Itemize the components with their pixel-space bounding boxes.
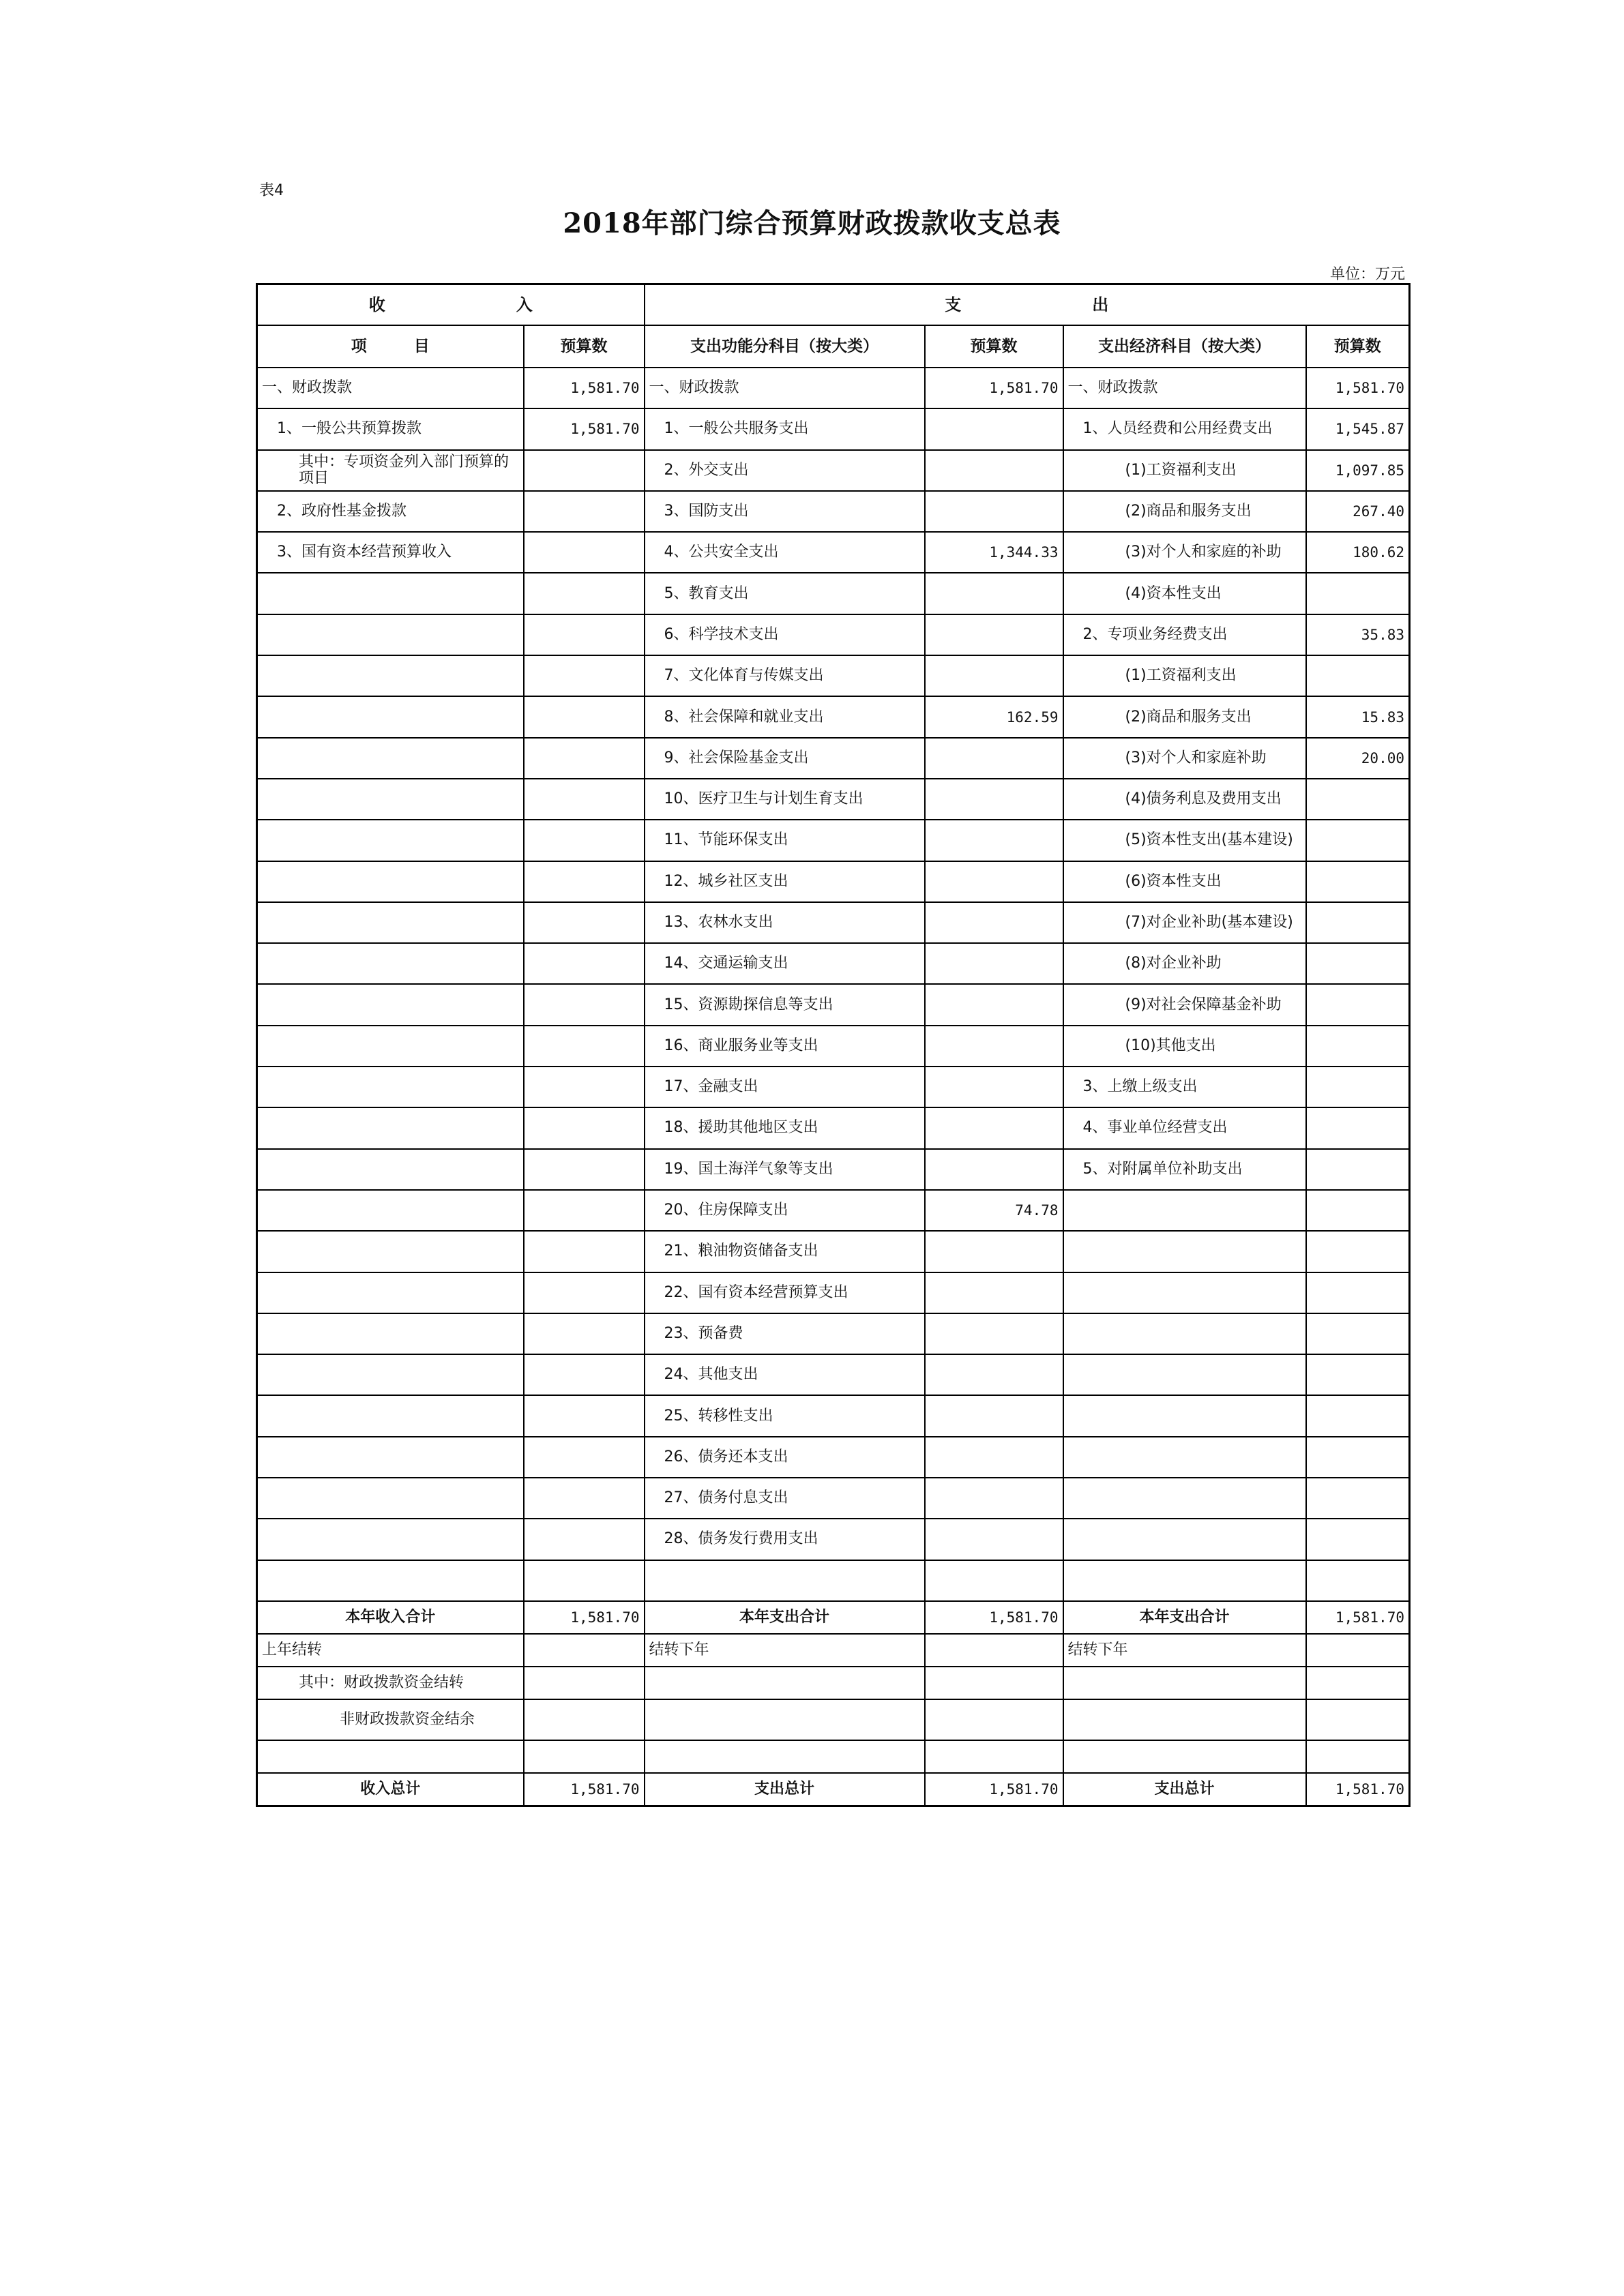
income-item-cell: 2、政府性基金拨款 (257, 491, 524, 532)
income-item-cell (257, 820, 524, 861)
income-budget-cell (524, 820, 645, 861)
income-budget-cell (524, 1067, 645, 1107)
income-budget-cell (524, 1354, 645, 1395)
func-subject-cell: 19、国土海洋气象等支出 (645, 1149, 925, 1190)
table-row (257, 573, 1410, 614)
econ-total-value: 1,581.70 (1306, 1773, 1410, 1806)
econ-budget-cell (1306, 1107, 1410, 1148)
econ-subject-cell (1063, 1437, 1306, 1478)
func-total-label (645, 1667, 925, 1699)
func-budget-cell (925, 1231, 1063, 1272)
income-budget-cell: 1,581.70 (524, 408, 645, 449)
income-total-value: 1,581.70 (524, 1601, 645, 1634)
func-subject-cell: 15、资源勘探信息等支出 (645, 984, 925, 1025)
func-subject-cell: 16、商业服务业等支出 (645, 1026, 925, 1067)
func-total-value (925, 1740, 1063, 1773)
func-subject-cell: 14、交通运输支出 (645, 943, 925, 984)
func-budget-cell (925, 779, 1063, 820)
total-row (257, 1601, 1410, 1634)
econ-budget-cell (1306, 1067, 1410, 1107)
table-row (257, 614, 1410, 655)
func-budget-cell (925, 861, 1063, 902)
econ-total-label (1063, 1667, 1306, 1699)
income-item-cell (257, 655, 524, 696)
econ-budget-cell (1306, 1478, 1410, 1519)
econ-subject-cell: (6)资本性支出 (1063, 861, 1306, 902)
econ-total-value: 1,581.70 (1306, 1601, 1410, 1634)
econ-subject-cell: (8)对企业补助 (1063, 943, 1306, 984)
income-item-cell (257, 1272, 524, 1313)
econ-budget-cell (1306, 820, 1410, 861)
table-row (257, 984, 1410, 1025)
table-row (257, 532, 1410, 573)
func-budget-cell (925, 614, 1063, 655)
econ-subject-cell (1063, 1354, 1306, 1395)
func-total-label: 结转下年 (645, 1634, 925, 1667)
income-item-cell (257, 861, 524, 902)
income-total-label: 本年收入合计 (257, 1601, 524, 1634)
func-budget-cell (925, 408, 1063, 449)
func-subject-cell: 10、医疗卫生与计划生育支出 (645, 779, 925, 820)
table-row (257, 1313, 1410, 1354)
income-item-cell (257, 779, 524, 820)
table-row (257, 1026, 1410, 1067)
table-row (257, 1395, 1410, 1436)
budget-header-func: 预算数 (925, 325, 1063, 368)
func-subject-cell: 4、公共安全支出 (645, 532, 925, 573)
econ-budget-cell (1306, 1354, 1410, 1395)
econ-budget-cell (1306, 1395, 1410, 1436)
econ-subject-cell: (10)其他支出 (1063, 1026, 1306, 1067)
func-budget-cell: 74.78 (925, 1190, 1063, 1231)
income-item-cell: 其中：专项资金列入部门预算的项目 (257, 450, 524, 491)
table-number: 表4 (259, 182, 284, 199)
income-total-label (257, 1740, 524, 1773)
func-subject-cell: 5、教育支出 (645, 573, 925, 614)
econ-subject-cell: 1、人员经费和公用经费支出 (1063, 408, 1306, 449)
econ-subject-cell (1063, 1478, 1306, 1519)
table-row (257, 1190, 1410, 1231)
func-budget-cell (925, 902, 1063, 943)
income-item-cell (257, 1478, 524, 1519)
func-budget-cell (925, 491, 1063, 532)
func-budget-cell (925, 943, 1063, 984)
func-budget-cell (925, 1395, 1063, 1436)
econ-budget-cell (1306, 1313, 1410, 1354)
expense-header: 支 出 (645, 284, 1410, 326)
income-total-label: 上年结转 (257, 1634, 524, 1667)
func-budget-cell (925, 1272, 1063, 1313)
total-row (257, 1699, 1410, 1740)
func-subject-cell: 23、预备费 (645, 1313, 925, 1354)
econ-subject-cell: (2)商品和服务支出 (1063, 696, 1306, 737)
income-item-cell (257, 1067, 524, 1107)
econ-budget-cell (1306, 1560, 1410, 1601)
income-total-value: 1,581.70 (524, 1773, 645, 1806)
income-budget-cell (524, 984, 645, 1025)
income-budget-cell (524, 532, 645, 573)
table-row (257, 408, 1410, 449)
budget-table (256, 283, 1411, 1807)
income-budget-cell (524, 902, 645, 943)
func-total-label: 本年支出合计 (645, 1601, 925, 1634)
econ-budget-cell (1306, 655, 1410, 696)
econ-subject-cell (1063, 1313, 1306, 1354)
income-budget-cell (524, 1395, 645, 1436)
income-item-cell (257, 738, 524, 779)
func-subject-cell: 9、社会保险基金支出 (645, 738, 925, 779)
econ-budget-cell: 20.00 (1306, 738, 1410, 779)
income-budget-cell (524, 491, 645, 532)
func-budget-cell (925, 984, 1063, 1025)
table-row (257, 491, 1410, 532)
func-total-value: 1,581.70 (925, 1601, 1063, 1634)
econ-subject-cell (1063, 1519, 1306, 1560)
income-total-value (524, 1740, 645, 1773)
table-row (257, 1519, 1410, 1560)
func-budget-cell (925, 450, 1063, 491)
func-subject-cell: 27、债务付息支出 (645, 1478, 925, 1519)
page-title: 2018年部门综合预算财政拨款收支总表 (563, 207, 1061, 239)
income-budget-cell (524, 1107, 645, 1148)
econ-subject-cell: 5、对附属单位补助支出 (1063, 1149, 1306, 1190)
econ-budget-cell (1306, 861, 1410, 902)
func-subject-cell: 20、住房保障支出 (645, 1190, 925, 1231)
func-subject-cell: 26、债务还本支出 (645, 1437, 925, 1478)
func-budget-cell (925, 1478, 1063, 1519)
func-budget-cell (925, 1437, 1063, 1478)
econ-budget-cell (1306, 943, 1410, 984)
econ-budget-cell (1306, 984, 1410, 1025)
income-budget-cell (524, 1149, 645, 1190)
econ-total-label: 结转下年 (1063, 1634, 1306, 1667)
income-budget-cell (524, 1026, 645, 1067)
income-item-cell (257, 1026, 524, 1067)
func-total-value (925, 1699, 1063, 1740)
table-row (257, 902, 1410, 943)
econ-budget-cell: 267.40 (1306, 491, 1410, 532)
income-budget-cell (524, 943, 645, 984)
func-total-value (925, 1634, 1063, 1667)
income-total-value (524, 1634, 645, 1667)
func-budget-cell (925, 1519, 1063, 1560)
income-item-cell (257, 573, 524, 614)
income-item-cell: 一、财政拨款 (257, 368, 524, 408)
income-item-cell (257, 696, 524, 737)
func-subject-header: 支出功能分科目（按大类） (645, 325, 925, 368)
func-subject-cell: 7、文化体育与传媒支出 (645, 655, 925, 696)
func-budget-cell (925, 573, 1063, 614)
econ-budget-cell (1306, 1519, 1410, 1560)
func-total-label: 支出总计 (645, 1773, 925, 1806)
income-total-label: 收入总计 (257, 1773, 524, 1806)
income-budget-cell (524, 696, 645, 737)
total-row (257, 1667, 1410, 1699)
econ-budget-cell (1306, 1437, 1410, 1478)
table-row (257, 779, 1410, 820)
table-row (257, 943, 1410, 984)
income-budget-cell (524, 450, 645, 491)
income-item-cell (257, 943, 524, 984)
func-subject-cell: 17、金融支出 (645, 1067, 925, 1107)
income-item-cell: 1、一般公共预算拨款 (257, 408, 524, 449)
table-row (257, 1354, 1410, 1395)
table-row (257, 368, 1410, 408)
econ-budget-cell (1306, 573, 1410, 614)
income-total-value (524, 1667, 645, 1699)
table-row (257, 1231, 1410, 1272)
func-subject-cell: 8、社会保障和就业支出 (645, 696, 925, 737)
income-budget-cell (524, 573, 645, 614)
econ-budget-cell: 15.83 (1306, 696, 1410, 737)
func-budget-cell: 1,581.70 (925, 368, 1063, 408)
func-subject-cell: 一、财政拨款 (645, 368, 925, 408)
income-item-cell (257, 1231, 524, 1272)
table-row (257, 820, 1410, 861)
income-item-cell: 3、国有资本经营预算收入 (257, 532, 524, 573)
income-budget-cell (524, 1437, 645, 1478)
income-item-cell (257, 1560, 524, 1601)
econ-total-label (1063, 1740, 1306, 1773)
header-row-main (257, 284, 1410, 326)
func-subject-cell: 3、国防支出 (645, 491, 925, 532)
income-budget-cell (524, 738, 645, 779)
econ-subject-cell (1063, 1395, 1306, 1436)
econ-total-value (1306, 1699, 1410, 1740)
func-subject-cell: 6、科学技术支出 (645, 614, 925, 655)
table-row (257, 1437, 1410, 1478)
budget-header-income: 预算数 (524, 325, 645, 368)
econ-budget-cell: 1,097.85 (1306, 450, 1410, 491)
func-budget-cell (925, 1354, 1063, 1395)
total-row (257, 1740, 1410, 1773)
income-budget-cell (524, 1190, 645, 1231)
unit-label: 单位：万元 (1329, 266, 1405, 283)
func-budget-cell (925, 1313, 1063, 1354)
func-total-label (645, 1740, 925, 1773)
func-subject-cell: 12、城乡社区支出 (645, 861, 925, 902)
econ-budget-cell: 35.83 (1306, 614, 1410, 655)
econ-budget-cell (1306, 1149, 1410, 1190)
econ-total-label: 本年支出合计 (1063, 1601, 1306, 1634)
econ-total-value (1306, 1740, 1410, 1773)
econ-subject-cell: (5)资本性支出(基本建设) (1063, 820, 1306, 861)
func-subject-cell: 1、一般公共服务支出 (645, 408, 925, 449)
func-subject-cell: 24、其他支出 (645, 1354, 925, 1395)
func-budget-cell (925, 820, 1063, 861)
econ-budget-cell (1306, 779, 1410, 820)
func-budget-cell: 162.59 (925, 696, 1063, 737)
econ-budget-cell: 1,581.70 (1306, 368, 1410, 408)
econ-subject-cell: (7)对企业补助(基本建设) (1063, 902, 1306, 943)
table-row (257, 1478, 1410, 1519)
econ-subject-cell: (1)工资福利支出 (1063, 450, 1306, 491)
econ-subject-cell: (4)资本性支出 (1063, 573, 1306, 614)
econ-subject-cell: 2、专项业务经费支出 (1063, 614, 1306, 655)
income-budget-cell (524, 861, 645, 902)
income-total-label: 其中：财政拨款资金结转 (257, 1667, 524, 1699)
func-budget-cell (925, 1026, 1063, 1067)
item-header: 项 目 (257, 325, 524, 368)
func-budget-cell: 1,344.33 (925, 532, 1063, 573)
income-item-cell (257, 1313, 524, 1354)
func-budget-cell (925, 738, 1063, 779)
func-subject-cell: 18、援助其他地区支出 (645, 1107, 925, 1148)
income-total-value (524, 1699, 645, 1740)
econ-budget-cell: 180.62 (1306, 532, 1410, 573)
income-budget-cell: 1,581.70 (524, 368, 645, 408)
income-item-cell (257, 1395, 524, 1436)
econ-subject-cell: 一、财政拨款 (1063, 368, 1306, 408)
econ-subject-cell (1063, 1231, 1306, 1272)
econ-budget-cell (1306, 1272, 1410, 1313)
table-row (257, 655, 1410, 696)
income-budget-cell (524, 1478, 645, 1519)
func-budget-cell (925, 1107, 1063, 1148)
income-item-cell (257, 1519, 524, 1560)
table-row (257, 1149, 1410, 1190)
func-budget-cell (925, 1067, 1063, 1107)
func-subject-cell: 28、债务发行费用支出 (645, 1519, 925, 1560)
income-item-cell (257, 1190, 524, 1231)
func-subject-cell: 21、粮油物资储备支出 (645, 1231, 925, 1272)
func-subject-cell: 22、国有资本经营预算支出 (645, 1272, 925, 1313)
table-row (257, 696, 1410, 737)
total-row (257, 1773, 1410, 1806)
econ-budget-cell (1306, 902, 1410, 943)
func-subject-cell: 25、转移性支出 (645, 1395, 925, 1436)
econ-subject-cell (1063, 1190, 1306, 1231)
func-total-value (925, 1667, 1063, 1699)
header-row-sub (257, 325, 1410, 368)
income-budget-cell (524, 655, 645, 696)
table-row (257, 1067, 1410, 1107)
income-item-cell (257, 1437, 524, 1478)
econ-budget-cell (1306, 1190, 1410, 1231)
table-row (257, 1107, 1410, 1148)
income-item-cell (257, 902, 524, 943)
econ-subject-cell (1063, 1560, 1306, 1601)
table-row (257, 450, 1410, 491)
income-total-label: 非财政拨款资金结余 (257, 1699, 524, 1740)
econ-subject-cell: (1)工资福利支出 (1063, 655, 1306, 696)
income-budget-cell (524, 1560, 645, 1601)
table-row (257, 1272, 1410, 1313)
total-row (257, 1634, 1410, 1667)
econ-subject-cell: 3、上缴上级支出 (1063, 1067, 1306, 1107)
econ-total-label (1063, 1699, 1306, 1740)
econ-total-value (1306, 1667, 1410, 1699)
econ-budget-cell (1306, 1026, 1410, 1067)
func-subject-cell: 13、农林水支出 (645, 902, 925, 943)
func-budget-cell (925, 655, 1063, 696)
income-item-cell (257, 1107, 524, 1148)
econ-subject-cell: (4)债务利息及费用支出 (1063, 779, 1306, 820)
income-budget-cell (524, 779, 645, 820)
econ-subject-header: 支出经济科目（按大类） (1063, 325, 1306, 368)
econ-subject-cell: (3)对个人和家庭的补助 (1063, 532, 1306, 573)
econ-total-value (1306, 1634, 1410, 1667)
table-row (257, 861, 1410, 902)
income-budget-cell (524, 1519, 645, 1560)
func-budget-cell (925, 1149, 1063, 1190)
econ-budget-cell: 1,545.87 (1306, 408, 1410, 449)
econ-subject-cell: (2)商品和服务支出 (1063, 491, 1306, 532)
income-budget-cell (524, 1272, 645, 1313)
income-budget-cell (524, 1231, 645, 1272)
econ-subject-cell: (3)对个人和家庭补助 (1063, 738, 1306, 779)
budget-header-econ: 预算数 (1306, 325, 1410, 368)
econ-budget-cell (1306, 1231, 1410, 1272)
func-subject-cell (645, 1560, 925, 1601)
table-row (257, 1560, 1410, 1601)
table-row (257, 738, 1410, 779)
income-budget-cell (524, 1313, 645, 1354)
income-item-cell (257, 1354, 524, 1395)
income-item-cell (257, 984, 524, 1025)
func-budget-cell (925, 1560, 1063, 1601)
income-item-cell (257, 614, 524, 655)
income-header: 收 入 (257, 284, 645, 326)
func-subject-cell: 11、节能环保支出 (645, 820, 925, 861)
econ-subject-cell (1063, 1272, 1306, 1313)
econ-subject-cell: (9)对社会保障基金补助 (1063, 984, 1306, 1025)
income-item-cell (257, 1149, 524, 1190)
econ-subject-cell: 4、事业单位经营支出 (1063, 1107, 1306, 1148)
econ-total-label: 支出总计 (1063, 1773, 1306, 1806)
func-total-label (645, 1699, 925, 1740)
func-subject-cell: 2、外交支出 (645, 450, 925, 491)
func-total-value: 1,581.70 (925, 1773, 1063, 1806)
income-budget-cell (524, 614, 645, 655)
